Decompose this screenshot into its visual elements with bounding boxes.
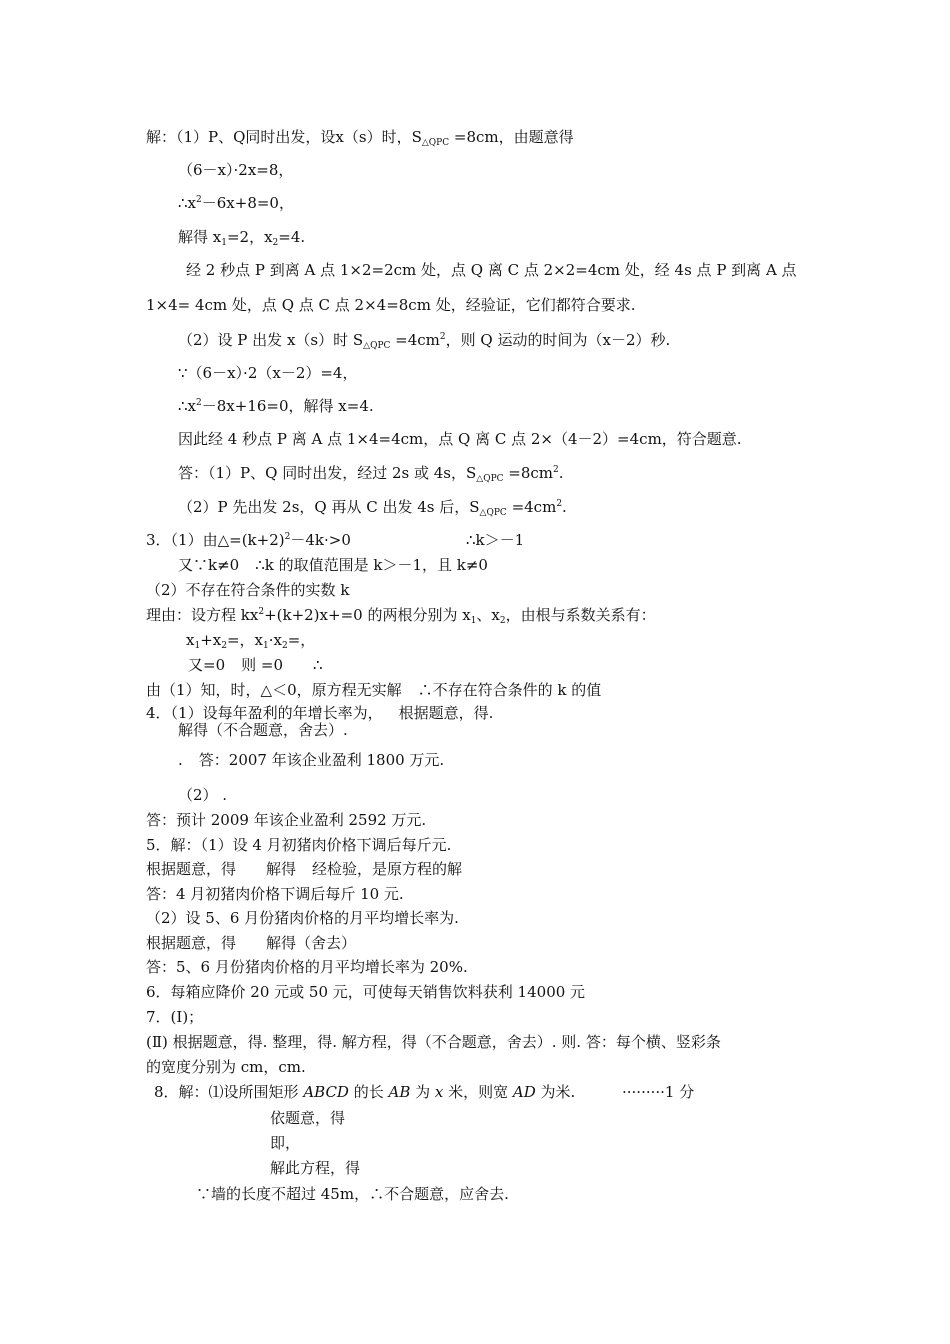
line-s8-2: 依题意，得 [270, 1109, 346, 1127]
line-s5-4: （2）设 5、6 月份猪肉价格的月平均增长率为. [146, 909, 459, 927]
line-s5-2: 根据题意，得 解得 经检验，是原方程的解 [146, 860, 463, 878]
line-s8-3: 即， [270, 1134, 301, 1152]
line-s3-6: 又=0 则 =0 ∴ [188, 656, 323, 674]
line-s4-1: 4．（1）设每年盈利的年增长率为， 根据题意，得. [146, 704, 494, 722]
line-s7-1: 7．(Ⅰ)； [146, 1008, 204, 1026]
line-s3-1-result: ∴k＞－1 [466, 531, 525, 549]
line-s4-2: 解得（不合题意，舍去）. [178, 721, 348, 739]
line-s4-3: . 答：2007 年该企业盈利 1800 万元. [178, 751, 445, 769]
line-s2-5: 经 2 秒点 P 到离 A 点 1×2=2cm 处，点 Q 离 C 点 2×2=4cm 处，经 4s 点 P 到离 A 点 [186, 261, 797, 279]
line-s8-1: 8．解：⑴设所围矩形 ABCD 的长 AB 为 x 米，则宽 AD 为米. [154, 1083, 576, 1101]
line-s2-8: ∵（6－x）·2（x－2）=4， [178, 364, 358, 382]
line-s2-12: （2）P 先出发 2s，Q 再从 C 出发 4s 后，$S_{\triangle QPC} =4cm^2$. [178, 498, 567, 518]
line-s2-1: 解：（1）P、Q同时出发，设x（s）时，$S_{\triangle QPC} =8cm$，由题意得 [146, 128, 574, 148]
line-s5-5: 根据题意，得 解得（舍去） [146, 934, 357, 952]
line-s3-5: $x_1+x_2=$，$x_1\cdot x_2=$， [186, 631, 316, 651]
line-s3-7: 由（1）知，时，△＜0，原方程无实解 ∴不存在符合条件的 k 的值 [146, 681, 602, 699]
line-s2-3: $\therefore x^2-6x+8=0$， [178, 194, 294, 212]
line-s7-3: 的宽度分别为 cm，cm. [146, 1058, 306, 1076]
line-s6-1: 6．每箱应降价 20 元或 50 元，可使每天销售饮料获利 14000 元 [146, 983, 586, 1001]
line-s5-1: 5．解：（1）设 4 月初猪肉价格下调后每斤元. [146, 836, 452, 854]
line-s5-3: 答：4 月初猪肉价格下调后每斤 10 元. [146, 885, 404, 903]
line-s8-1-points: ·········1 分 [622, 1083, 695, 1101]
line-s2-7: （2）设 P 出发 x（s）时 $S_{\triangle QPC} =4cm^2$，则 Q 运动的时间为（x－2）秒. [178, 331, 671, 351]
line-s2-2: （6－x）·2x=8， [178, 161, 294, 179]
line-s3-1: 3．（1）由$\triangle=(k+2)^2-4k\cdot>0$ [146, 531, 351, 549]
line-s3-2: 又∵k≠0 ∴k 的取值范围是 k＞－1，且 k≠0 [178, 556, 488, 574]
line-s2-10: 因此经 4 秒点 P 离 A 点 1×4=4cm，点 Q 离 C 点 2×（4－2）=4cm，符合题意. [178, 430, 742, 448]
line-s3-4: 理由：设方程 $kx^2+(k+2)x+=0$ 的两根分别为 $x_1$、$x_2$，由根与系数关系有： [146, 606, 656, 626]
line-s2-4: 解得 $x_1=2$，$x_2=4$. [178, 228, 306, 248]
line-s7-2: (Ⅱ) 根据题意，得. 整理，得. 解方程，得（不合题意，舍去）. 则. 答：每个横、竖彩条 [146, 1033, 721, 1051]
line-s8-4: 解此方程，得 [270, 1159, 361, 1177]
line-s5-6: 答：5、6 月份猪肉价格的月平均增长率为 20%. [146, 958, 468, 976]
line-s2-9: $\therefore x^2-8x+16=0$，解得 x=4. [178, 397, 374, 415]
line-s4-4: （2） . [178, 786, 228, 804]
line-s4-5: 答：预计 2009 年该企业盈利 2592 万元. [146, 811, 427, 829]
line-s2-6: 1×4= 4cm 处，点 Q 点 C 点 2×4=8cm 处，经验证，它们都符合要求. [146, 296, 636, 314]
line-s8-5: ∵墙的长度不超过 45m，∴不合题意，应舍去. [196, 1185, 509, 1203]
line-s3-3: （2）不存在符合条件的实数 k [146, 581, 350, 599]
line-s2-11: 答：（1）P、Q 同时出发，经过 2s 或 4s，$S_{\triangle QPC} =8cm^2$. [178, 464, 564, 484]
